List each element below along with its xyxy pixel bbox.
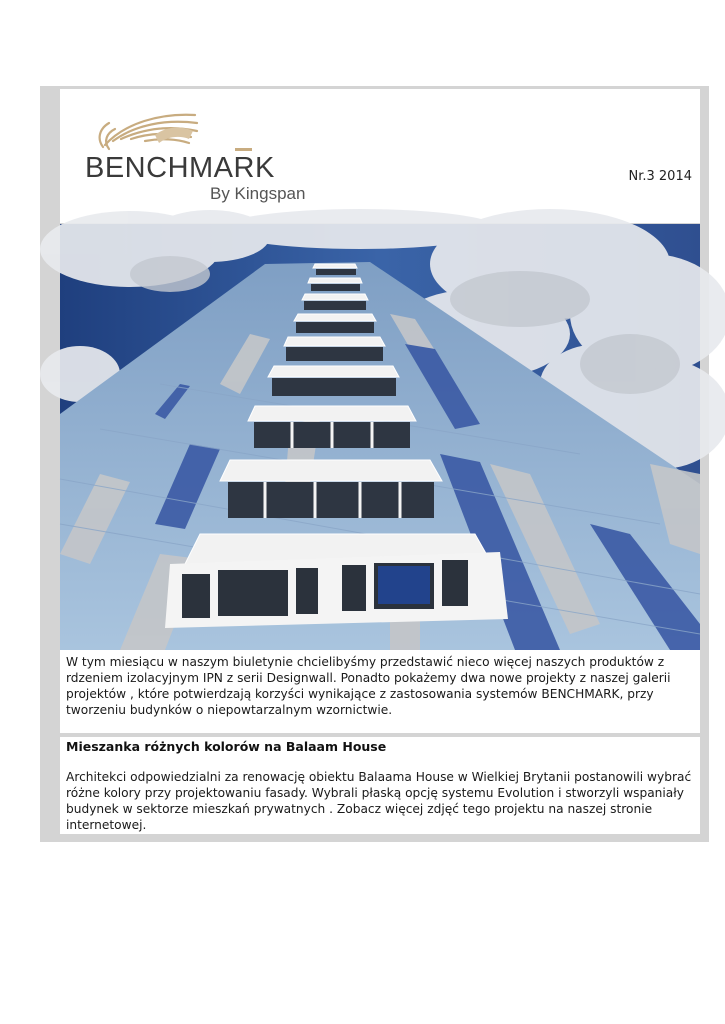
article-title: Mieszanka różnych kolorów na Balaam House (66, 739, 387, 754)
benchmark-logo (85, 105, 306, 205)
hero-image (60, 224, 700, 650)
balaam-house-photo (60, 224, 700, 650)
article-section (60, 737, 700, 834)
svg-text:By Kingspan: By Kingspan (210, 184, 306, 203)
newsletter-header (60, 89, 700, 223)
article-body: Architekci odpowiedzialni za renowację obiektu Balaama House w Wielkiej Brytanii postanowili wybrać różne kolory przy projektowaniu fasady. Wybrali płaską opcję systemu Evolution i stworzyli wspaniały budynek w sektorze mieszkań prywatnych . Zobacz więcej zdjęć tego projektu na naszej stronie internetowej. (66, 770, 692, 832)
intro-section (60, 650, 700, 733)
issue-number: Nr.3 2014 (628, 169, 692, 184)
intro-text: W tym miesiącu w naszym biuletynie chcielibyśmy przedstawić nieco więcej naszych produktów z rdzeniem izolacyjnym IPN z serii Designwall. Ponadto pokażemy dwa nowe projekty z naszej galerii projektów , które potwierdzają korzyści wynikające z zastosowania systemów BENCHMARK, przy tworzeniu budynków o niepowtarzalnym wzornictwie. (66, 655, 671, 717)
svg-text:BENCHMARK: BENCHMARK (85, 152, 275, 184)
